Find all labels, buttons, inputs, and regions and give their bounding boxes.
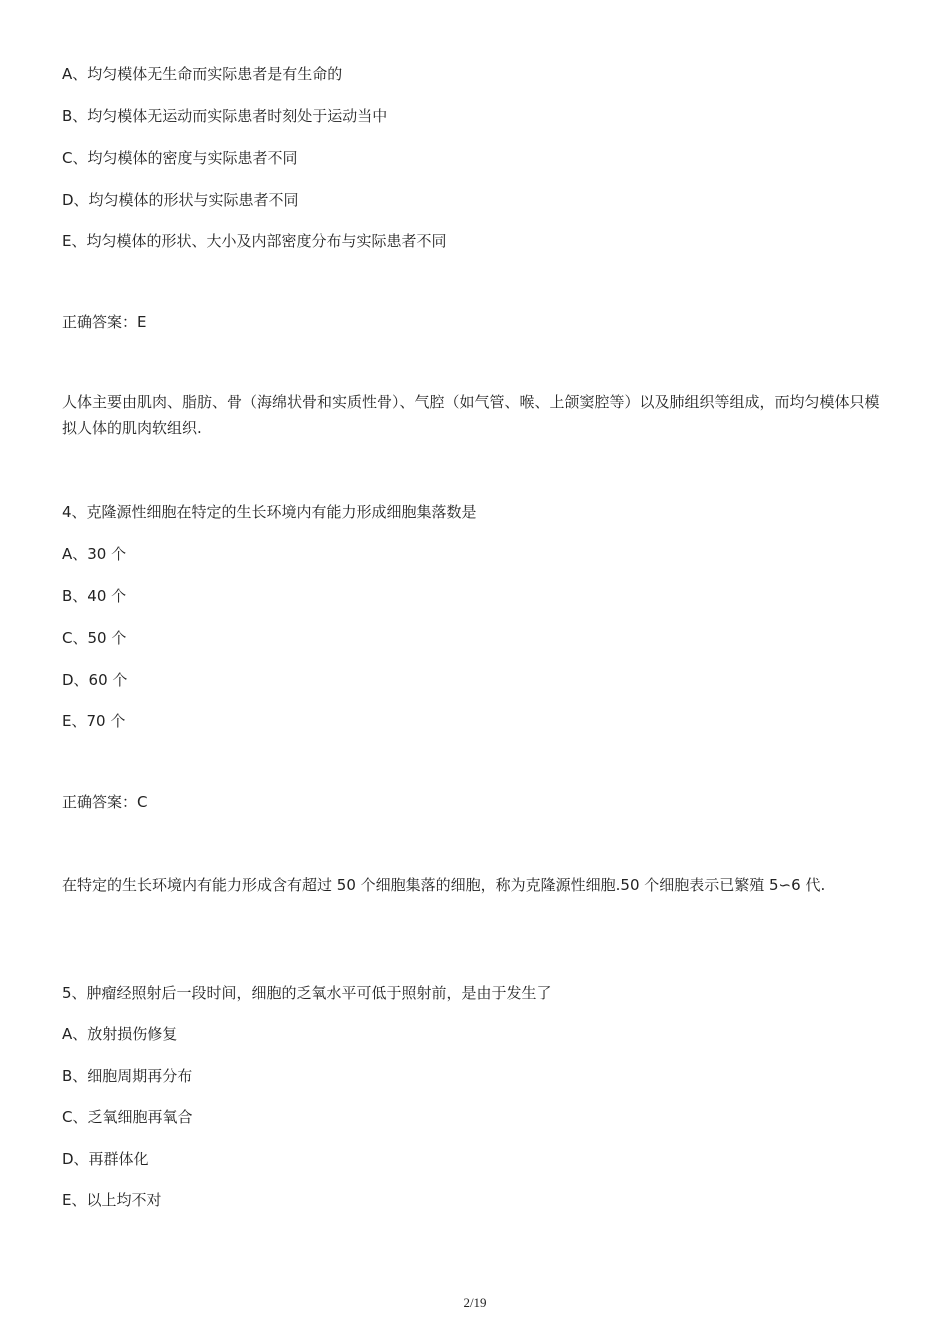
q4-option-b: B、40 个	[62, 587, 127, 605]
q5-option-b: B、细胞周期再分布	[62, 1067, 193, 1085]
q4-answer: 正确答案：C	[62, 793, 148, 811]
q5-option-c: C、乏氧细胞再氧合	[62, 1108, 193, 1126]
q3-option-b: B、均匀模体无运动而实际患者时刻处于运动当中	[62, 107, 388, 125]
page-number: 2/19	[463, 1295, 487, 1310]
q4-option-e: E、70 个	[62, 712, 126, 730]
q5-question: 5、肿瘤经照射后一段时间，细胞的乏氧水平可低于照射前，是由于发生了	[62, 984, 552, 1002]
q5-option-d: D、再群体化	[62, 1150, 149, 1168]
q3-option-e: E、均匀模体的形状、大小及内部密度分布与实际患者不同	[62, 232, 447, 250]
q5-option-a: A、放射损伤修复	[62, 1025, 178, 1043]
q5-option-e: E、以上均不对	[62, 1191, 162, 1209]
q3-option-a: A、均匀模体无生命而实际患者是有生命的	[62, 65, 343, 83]
q4-question: 4、克隆源性细胞在特定的生长环境内有能力形成细胞集落数是	[62, 503, 477, 521]
q4-option-d: D、60 个	[62, 671, 128, 689]
q4-option-c: C、50 个	[62, 629, 127, 647]
q3-explanation: 人体主要由肌肉、脂肪、骨（海绵状骨和实质性骨）、气腔（如气管、喉、上颌窦腔等）以及肺组织等组成，而均匀模体只模拟人体的肌肉软组织.	[62, 393, 880, 437]
q3-option-d: D、均匀模体的形状与实际患者不同	[62, 191, 299, 209]
q4-explanation: 在特定的生长环境内有能力形成含有超过 50 个细胞集落的细胞，称为克隆源性细胞.50 个细胞表示已繁殖 5∽6 代.	[62, 876, 826, 894]
q4-option-a: A、30 个	[62, 545, 127, 563]
q3-option-c: C、均匀模体的密度与实际患者不同	[62, 149, 298, 167]
q3-answer: 正确答案：E	[62, 313, 147, 331]
